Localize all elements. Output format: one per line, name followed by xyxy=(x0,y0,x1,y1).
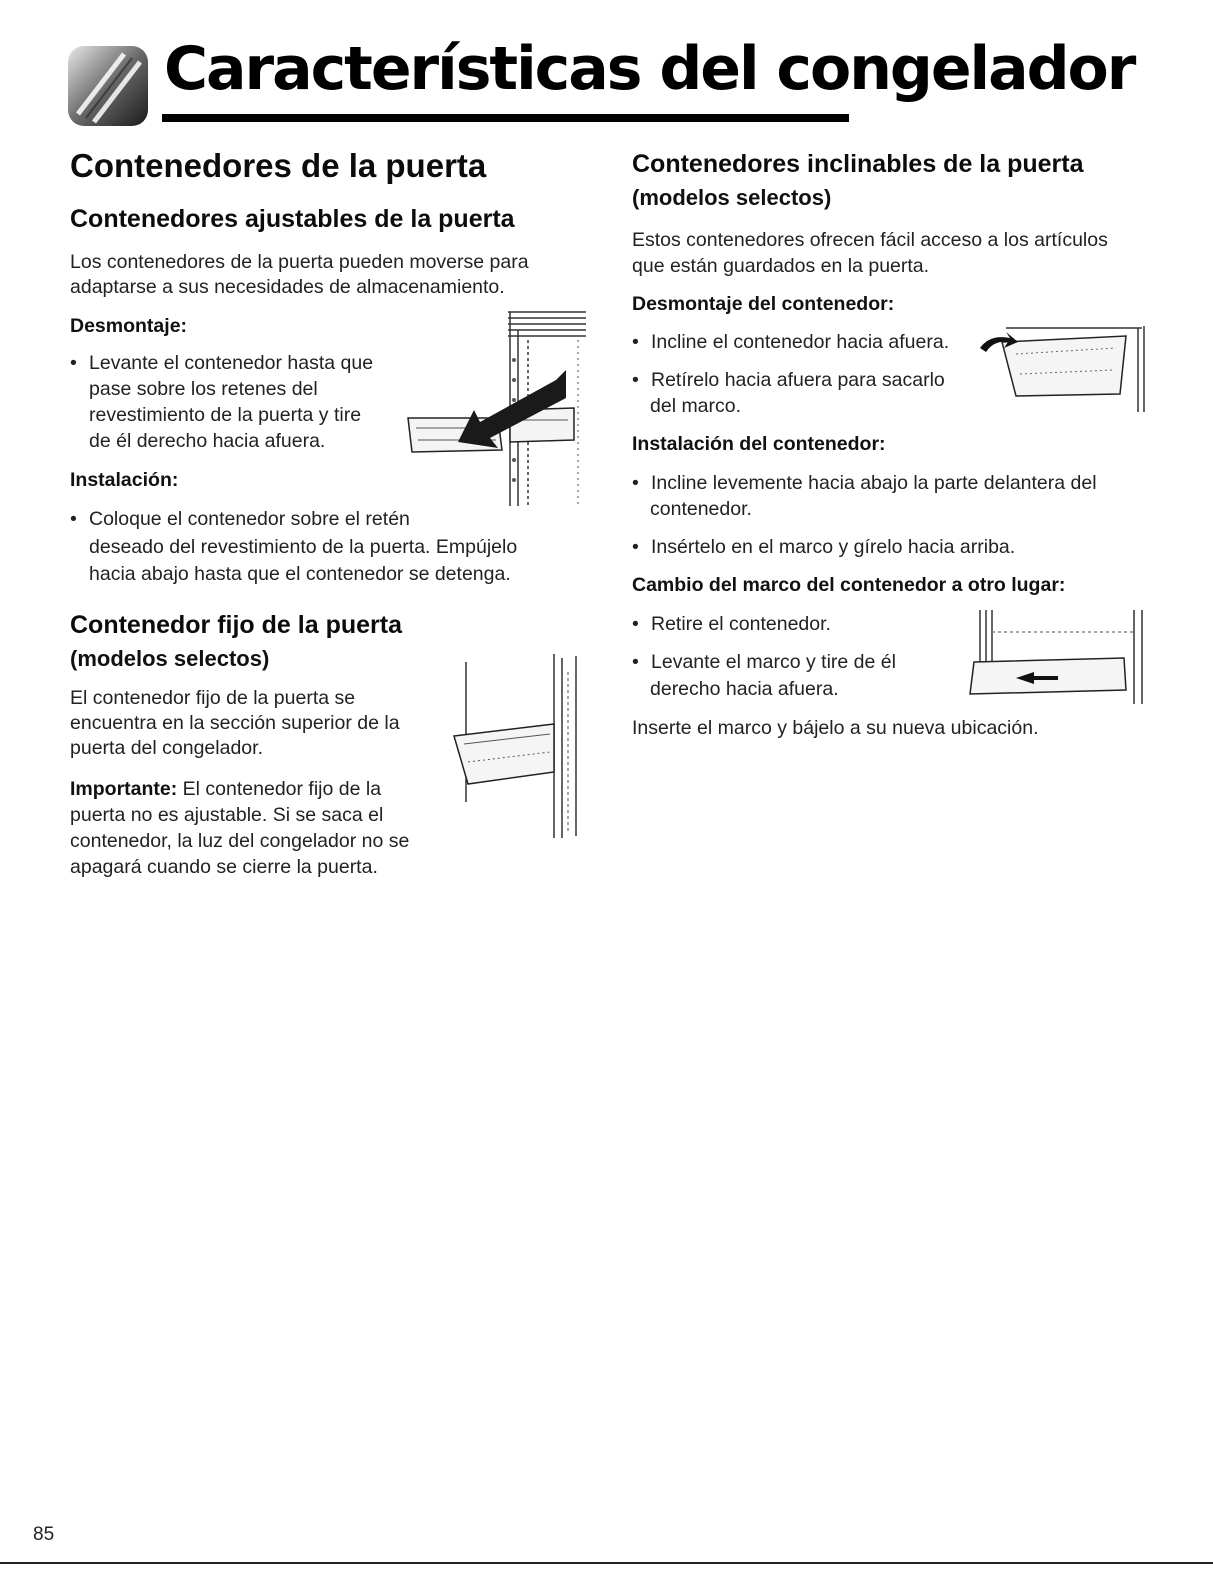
paragraph-line: encuentra en la sección superior de la xyxy=(70,712,400,734)
installation-bullet xyxy=(632,471,1097,496)
bullet-text: Retire el contenedor. xyxy=(651,613,831,635)
bullet-text: Retírelo hacia afuera para sacarlo xyxy=(651,369,945,391)
important-note xyxy=(70,777,381,802)
page-number: 85 xyxy=(33,1524,55,1545)
section-heading-door-bins: Contenedores de la puerta xyxy=(70,147,487,184)
relocate-frame-label: Cambio del marco del contenedor a otro lugar: xyxy=(632,574,1066,596)
bullet-dot: • xyxy=(632,472,639,494)
bullet-text: Incline levemente hacia abajo la parte delantera del xyxy=(651,472,1097,494)
title-underline xyxy=(162,114,849,122)
installation-label: Instalación del contenedor: xyxy=(632,433,886,455)
bullet-text: derecho hacia afuera. xyxy=(650,678,839,700)
bullet-text: del marco. xyxy=(650,395,742,417)
paragraph-line: adaptarse a sus necesidades de almacenamiento. xyxy=(70,276,505,298)
page-title: Características del congelador xyxy=(164,34,1135,104)
subheading-tilt-bins: Contenedores inclinables de la puerta xyxy=(632,150,1084,178)
bin-frame-illustration xyxy=(966,608,1146,708)
bullet-text: Levante el contenedor hasta que xyxy=(89,352,374,374)
tilt-bin-illustration xyxy=(976,324,1148,414)
freezer-section-icon xyxy=(66,44,150,128)
bullet-text: deseado del revestimiento de la puerta. Empújelo xyxy=(89,536,518,558)
bullet-text: Levante el marco y tire de él xyxy=(651,651,896,673)
paragraph-line: Estos contenedores ofrecen fácil acceso a los artículos xyxy=(632,229,1108,251)
bullet-text: Coloque el contenedor sobre el retén xyxy=(89,508,410,530)
bullet-text: contenedor. xyxy=(650,498,752,520)
paragraph-text: El contenedor fijo de la xyxy=(182,778,382,800)
removal-bullet xyxy=(70,351,373,376)
removal-bullet xyxy=(632,330,949,355)
bullet-dot: • xyxy=(632,651,639,673)
paragraph-line: apagará cuando se cierre la puerta. xyxy=(70,856,378,878)
bullet-dot: • xyxy=(632,331,639,353)
adjustable-bin-illustration xyxy=(398,310,588,510)
installation-label: Instalación: xyxy=(70,469,179,491)
subheading-fixed-bin: Contenedor fijo de la puerta xyxy=(70,611,402,639)
installation-bullet xyxy=(632,535,1015,560)
removal-label: Desmontaje del contenedor: xyxy=(632,293,895,315)
installation-bullet xyxy=(70,507,410,532)
paragraph-line: puerta no es ajustable. Si se saca el xyxy=(70,804,384,826)
fixed-bin-illustration xyxy=(450,652,582,842)
paragraph-line: contenedor, la luz del congelador no se xyxy=(70,830,410,852)
removal-label: Desmontaje: xyxy=(70,315,188,337)
subheading-adjustable-bins: Contenedores ajustables de la puerta xyxy=(70,205,515,233)
bullet-text: Insértelo en el marco y gírelo hacia arriba. xyxy=(651,536,1016,558)
relocate-bullet xyxy=(632,612,831,637)
paragraph-line: Inserte el marco y bájelo a su nueva ubicación. xyxy=(632,717,1039,739)
bullet-dot: • xyxy=(70,508,77,530)
bullet-text: hacia abajo hasta que el contenedor se detenga. xyxy=(89,563,511,585)
bullet-dot: • xyxy=(70,352,77,374)
important-label: Importante: xyxy=(70,778,178,800)
removal-bullet xyxy=(632,368,945,393)
relocate-bullet xyxy=(632,650,896,675)
footer-rule xyxy=(0,1562,1213,1564)
bullet-dot: • xyxy=(632,369,639,391)
models-note: (modelos selectos) xyxy=(70,646,270,671)
bullet-dot: • xyxy=(632,613,639,635)
models-note: (modelos selectos) xyxy=(632,185,832,210)
bullet-text: de él derecho hacia afuera. xyxy=(89,430,326,452)
paragraph-line: Los contenedores de la puerta pueden moverse para xyxy=(70,251,529,273)
paragraph-line: que están guardados en la puerta. xyxy=(632,255,930,277)
bullet-text: Incline el contenedor hacia afuera. xyxy=(651,331,950,353)
bullet-dot: • xyxy=(632,536,639,558)
paragraph-line: El contenedor fijo de la puerta se xyxy=(70,687,356,709)
bullet-text: revestimiento de la puerta y tire xyxy=(89,404,362,426)
paragraph-line: puerta del congelador. xyxy=(70,737,263,759)
bullet-text: pase sobre los retenes del xyxy=(89,378,318,400)
